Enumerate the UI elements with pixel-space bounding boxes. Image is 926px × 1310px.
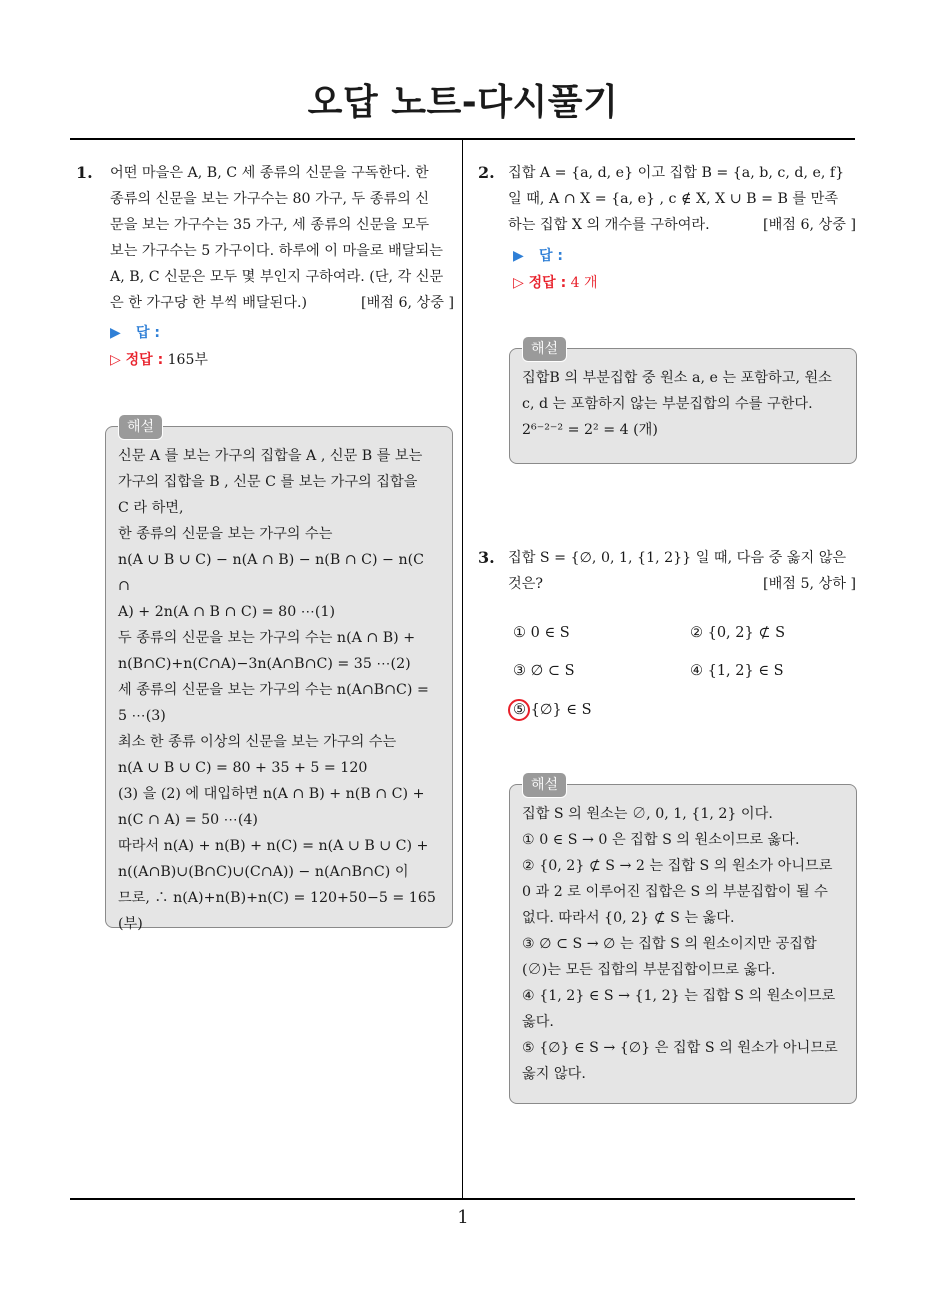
explanation-line: n(C ∩ A) = 50 ⋯(4): [118, 812, 258, 828]
question-line: 것은? [배점 5, 상하 ]: [508, 571, 856, 597]
option-3[interactable]: ③ ∅ ⊂ S: [513, 663, 575, 679]
explanation-line: c, d 는 포함하지 않는 부분집합의 수를 구한다.: [522, 396, 813, 412]
explanation-line: 집합 S 의 원소는 ∅, 0, 1, {1, 2} 이다.: [522, 806, 773, 822]
explanation-box: [509, 777, 857, 1104]
explanation-line: 따라서 n(A) + n(B) + n(C) = n(A ∪ B ∪ C) +: [118, 838, 429, 854]
page-title: 오답 노트-다시풀기: [307, 82, 619, 123]
question-text: [508, 160, 856, 238]
play-triangle-icon: ▶: [513, 248, 524, 264]
option-5[interactable]: [513, 702, 592, 718]
explanation-label: 해설: [118, 414, 163, 440]
play-triangle-icon: ▶: [110, 325, 121, 341]
explanation-line: ⑤ {∅} ∈ S → {∅} 은 집합 S 의 원소가 아니므로: [522, 1040, 838, 1056]
page-number: 1: [457, 1207, 469, 1228]
score-meta: [배점 6, 상중 ]: [763, 217, 856, 233]
correct-value: 165부: [167, 352, 208, 368]
explanation-line: n(A ∪ B ∪ C) = 80 + 35 + 5 = 120: [118, 760, 368, 776]
explanation-line: ④ {1, 2} ∈ S → {1, 2} 는 집합 S 의 원소이므로: [522, 988, 836, 1004]
outline-triangle-icon: ▷: [513, 275, 529, 291]
explanation-line: 한 종류의 신문을 보는 가구의 수는: [118, 526, 333, 542]
explanation-line: 두 종류의 신문을 보는 가구의 수는 n(A ∩ B) +: [118, 630, 416, 646]
question-text: [508, 545, 856, 597]
question-line: 문을 보는 가구수는 35 가구, 세 종류의 신문을 모두: [110, 217, 430, 233]
column-divider: [462, 140, 463, 1198]
answer-row: [513, 243, 563, 269]
explanation-line: C 라 하면,: [118, 500, 184, 516]
correct-answer-row: [110, 347, 208, 373]
question-number: 1.: [76, 163, 93, 182]
question-line: 집합 S = {∅, 0, 1, {1, 2}} 일 때, 다음 중 옳지 않은: [508, 550, 847, 566]
answer-label: 답 :: [539, 248, 563, 264]
question-2: [478, 160, 856, 238]
explanation-line: 최소 한 종류 이상의 신문을 보는 가구의 수는: [118, 734, 397, 750]
score-meta: [배점 5, 상하 ]: [763, 576, 856, 592]
bottom-rule: [70, 1198, 855, 1200]
explanation-line: 5 ⋯(3): [118, 708, 166, 724]
explanation-box: [509, 341, 857, 464]
option-2[interactable]: ② {0, 2} ⊄ S: [690, 625, 786, 641]
score-meta: [배점 6, 상중 ]: [361, 295, 454, 311]
explanation-line: 없다. 따라서 {0, 2} ⊄ S 는 옳다.: [522, 910, 735, 926]
question-line: 일 때, A ∩ X = {a, e} , c ∉ X, X ∪ B = B 를 만족: [508, 191, 839, 207]
explanation-label: 해설: [522, 772, 567, 798]
question-line: 종류의 신문을 보는 가구수는 80 가구, 두 종류의 신: [110, 191, 430, 207]
outline-triangle-icon: ▷: [110, 352, 126, 368]
explanation-line: (3) 을 (2) 에 대입하면 n(A ∩ B) + n(B ∩ C) +: [118, 786, 425, 802]
option-text: {∅} ∈ S: [530, 702, 592, 718]
explanation-line: n(B∩C)+n(C∩A)−3n(A∩B∩C) = 35 ⋯(2): [118, 656, 411, 672]
explanation-line: n(A ∪ B ∪ C) − n(A ∩ B) − n(B ∩ C) − n(C ∩: [118, 552, 424, 594]
explanation-line: ② {0, 2} ⊄ S → 2 는 집합 S 의 원소가 아니므로: [522, 858, 833, 874]
answer-row: [110, 320, 160, 346]
explanation-label: 해설: [522, 336, 567, 362]
question-line: 하는 집합 X 의 개수를 구하여라. [배점 6, 상중 ]: [508, 212, 856, 238]
question-text: [110, 160, 454, 316]
explanation-line: n((A∩B)∪(B∩C)∪(C∩A)) − n(A∩B∩C) 이: [118, 864, 409, 880]
explanation-line: ① 0 ∈ S → 0 은 집합 S 의 원소이므로 옳다.: [522, 832, 800, 848]
question-line: 집합 A = {a, d, e} 이고 집합 B = {a, b, c, d, e, f}: [508, 165, 845, 181]
question-line: 은 한 가구당 한 부씩 배달된다.) [배점 6, 상중 ]: [110, 290, 454, 316]
explanation-line: 0 과 2 로 이루어진 집합은 S 의 부분집합이 될 수: [522, 884, 828, 900]
explanation-line: (부): [118, 916, 143, 932]
selected-circle-icon: [508, 699, 530, 721]
explanation-line: 옳지 않다.: [522, 1066, 586, 1082]
option-4[interactable]: ④ {1, 2} ∈ S: [690, 663, 784, 679]
explanation-line: 세 종류의 신문을 보는 가구의 수는 n(A∩B∩C) =: [118, 682, 429, 698]
answer-label: 답 :: [136, 325, 160, 341]
question-number: 2.: [478, 163, 495, 182]
explanation-line: A) + 2n(A ∩ B ∩ C) = 80 ⋯(1): [118, 604, 336, 620]
correct-label: 정답 :: [528, 275, 567, 291]
explanation-line: 신문 A 를 보는 가구의 집합을 A , 신문 B 를 보는: [118, 448, 423, 464]
question-number: 3.: [478, 548, 495, 567]
option-1[interactable]: ① 0 ∈ S: [513, 625, 570, 641]
correct-value: 4 개: [570, 275, 598, 291]
explanation-line: 집합B 의 부분집합 중 원소 a, e 는 포함하고, 원소: [522, 370, 832, 386]
question-1: [76, 160, 454, 316]
correct-answer-row: [513, 270, 598, 296]
correct-label: 정답 :: [125, 352, 164, 368]
explanation-box: [105, 419, 453, 932]
option-marker: ⑤: [513, 702, 526, 718]
explanation-line: ③ ∅ ⊂ S → ∅ 는 집합 S 의 원소이지만 공집합: [522, 936, 817, 952]
question-line: 보는 가구수는 5 가구이다. 하루에 이 마을로 배달되는: [110, 243, 443, 259]
explanation-line: 옳다.: [522, 1014, 554, 1030]
explanation-line: (∅)는 모든 집합의 부분집합이므로 옳다.: [522, 962, 776, 978]
explanation-line: 2⁶⁻²⁻² = 2² = 4 (개): [522, 422, 658, 438]
question-3: [478, 545, 856, 597]
question-line: A, B, C 신문은 모두 몇 부인지 구하여라. (단, 각 신문: [110, 269, 444, 285]
explanation-line: 가구의 집합을 B , 신문 C 를 보는 가구의 집합을: [118, 474, 418, 490]
explanation-line: 므로, ∴ n(A)+n(B)+n(C) = 120+50−5 = 165: [118, 890, 436, 906]
question-line: 어떤 마을은 A, B, C 세 종류의 신문을 구독한다. 한: [110, 165, 429, 181]
